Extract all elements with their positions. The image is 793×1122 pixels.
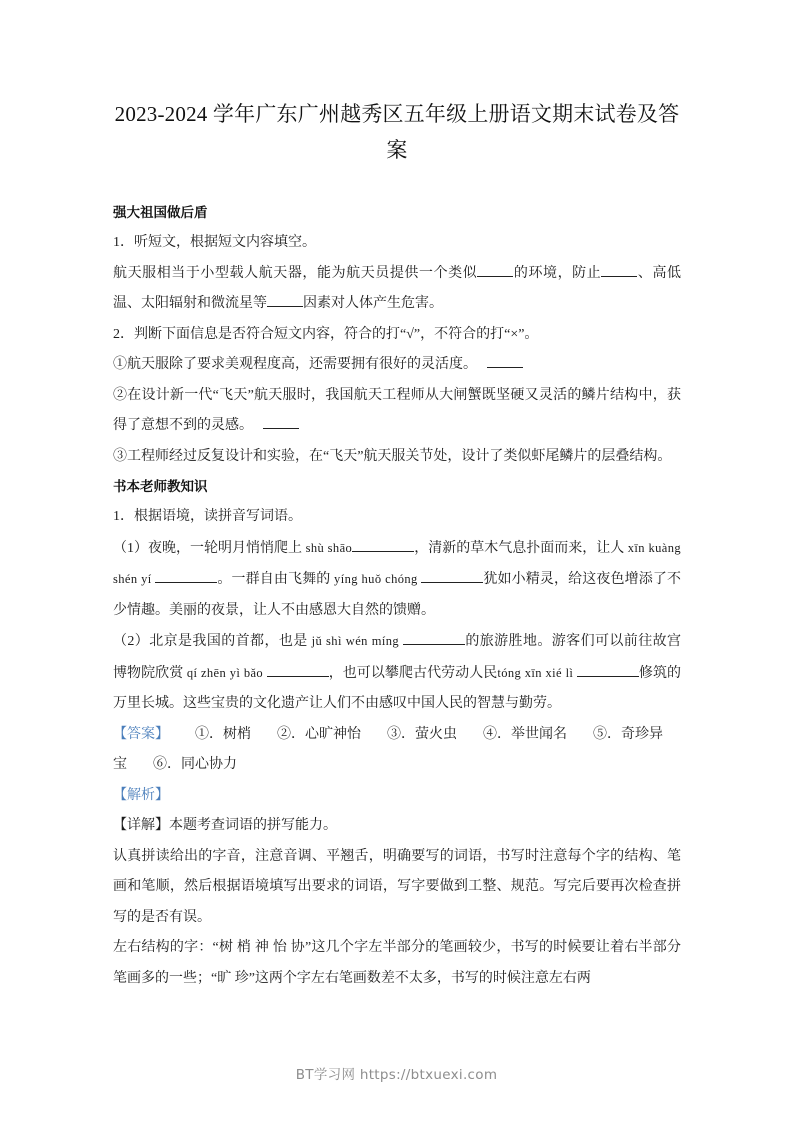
title-spacer xyxy=(113,168,681,198)
answer-block xyxy=(113,720,681,781)
answer-blank[interactable] xyxy=(155,582,217,583)
sub1-text: ①航天服除了要求美观程度高，还需要拥有很好的灵活度。 xyxy=(113,357,477,372)
answer-blank[interactable] xyxy=(577,676,639,677)
analysis-detail-line xyxy=(113,811,681,842)
answer-item: ①．树梢 xyxy=(195,726,251,742)
document-content xyxy=(113,96,681,994)
q1-text-b: 的环境，防止 xyxy=(513,265,602,281)
answer-item: ③．萤火虫 xyxy=(387,726,457,742)
pinyin-ju-shi-wen-ming: jǔ shì wén míng xyxy=(311,634,400,648)
question-2-1-item-1 xyxy=(113,533,681,627)
analysis-label-line xyxy=(113,781,681,812)
answer-blank[interactable] xyxy=(267,306,303,307)
question-1-2-sub2 xyxy=(113,381,681,442)
q2-1-text-1: （1）夜晚，一轮明月悄悄爬上 xyxy=(113,540,303,556)
q2-1-text-3: 。一群自由飞舞的 xyxy=(217,572,331,587)
q2-2-text-4: 修筑的万里长城。这些宝贵的文化遗产让人们不由感叹中国人民的智慧与勤劳。 xyxy=(113,665,682,711)
sub2-text-a: ②在设计新一代“飞天”航天服时，我国航天工程师从大闸蟹既坚硬又灵活的鳞片结构中， xyxy=(113,387,667,403)
q2-2-text-2: 的旅游胜地。游客们可以前往故宫博物院欣赏 xyxy=(113,634,682,681)
section-heading-1: 强大祖国做后盾 xyxy=(113,205,208,220)
pinyin-xin-kuang-shen-yi: xīn kuàng shén yí xyxy=(113,540,682,586)
q2-1-text-2: ，清新的草木气息扑面而来，让人 xyxy=(414,540,625,556)
answer-blank[interactable] xyxy=(263,428,299,429)
q1-text-a: 航天服相当于小型载人航天器，能为航天员提供一个类似 xyxy=(113,265,478,281)
question-1-1-body xyxy=(113,259,681,320)
answer-blank[interactable] xyxy=(487,367,523,368)
detail-label: 【详解】 xyxy=(113,818,169,833)
q1-text-c: 、高低温、太阳辐射和微流星等 xyxy=(113,265,682,311)
question-2-1-item-2 xyxy=(113,626,681,720)
pinyin-qi-zhen-yi-bao: qí zhēn yì bǎo xyxy=(186,665,264,680)
detail-text: 本题考查词语的拼写能力。 xyxy=(169,818,337,833)
pinyin-ying-huo-chong: yíng huǒ chóng xyxy=(334,572,418,586)
answer-blank[interactable] xyxy=(352,551,414,552)
answer-blank[interactable] xyxy=(267,676,329,677)
answer-item: ⑥．同心协力 xyxy=(153,757,237,772)
q2-2-text-1: （2）北京是我国的首都，也是 xyxy=(113,634,308,649)
pinyin-tong-xin-xie-li: tóng xīn xié lì xyxy=(497,665,574,680)
q1-text-d: 因素对人体产生危害。 xyxy=(303,296,443,311)
answer-item: ⑤．奇珍异宝 xyxy=(113,726,663,772)
question-1-1-label: 1．听短文，根据短文内容填空。 xyxy=(113,235,316,250)
section-heading-2: 书本老师教知识 xyxy=(113,479,208,494)
analysis-paragraph-2: 左右结构的字：“树 梢 神 怡 协”这几个字左半部分的笔画较少，书写的时候要让着右半部分笔画多的一些；“旷 珍”这两个字左右笔画数差不太多，书写的时候注意左右两 xyxy=(113,940,681,986)
answer-blank[interactable] xyxy=(421,582,483,583)
pinyin-shu-shao: shù shāo xyxy=(305,540,353,555)
answer-blank[interactable] xyxy=(403,644,465,645)
footer-watermark: BT学习网 https://btxuexi.com xyxy=(295,1067,498,1083)
answer-blank[interactable] xyxy=(477,276,513,277)
answer-blank[interactable] xyxy=(601,276,637,277)
sub2-text-b: 获得了意想不到的灵感。 xyxy=(113,387,681,433)
q2-2-text-3: ，也可以攀爬古代劳动人民 xyxy=(328,665,498,681)
analysis-paragraph-1: 认真拼读给出的字音，注意音调、平翘舌，明确要写的词语，书写时注意每个字的结构、笔画和笔顺，然后根据语境填写出要求的词语，写字要做到工整、规范。写完后要再次检查拼写的是否有误。 xyxy=(113,848,681,925)
page-title: 2023-2024 学年广东广州越秀区五年级上册语文期末试卷及答案 xyxy=(114,102,680,162)
q2-1-text-4: 犹如小精灵，给这夜色增添了不少情趣。美丽的夜景，让人不由感恩大自然的馈赠。 xyxy=(113,572,682,618)
question-1-2-label: 2．判断下面信息是否符合短文内容，符合的打“√”，不符合的打“×”。 xyxy=(113,326,539,342)
question-1-2-sub3: ③工程师经过反复设计和实验，在“飞天”航天服关节处，设计了类似虾尾鳞片的层叠结构。 xyxy=(113,448,672,464)
answer-label: 【答案】 xyxy=(113,726,169,742)
question-2-1-label: 1．根据语境，读拼音写词语。 xyxy=(113,509,302,524)
question-1-2-sub1 xyxy=(113,350,681,381)
analysis-label: 【解析】 xyxy=(113,787,169,803)
answer-item: ②．心旷神怡 xyxy=(277,726,361,742)
answer-item: ④．举世闻名 xyxy=(483,726,567,742)
